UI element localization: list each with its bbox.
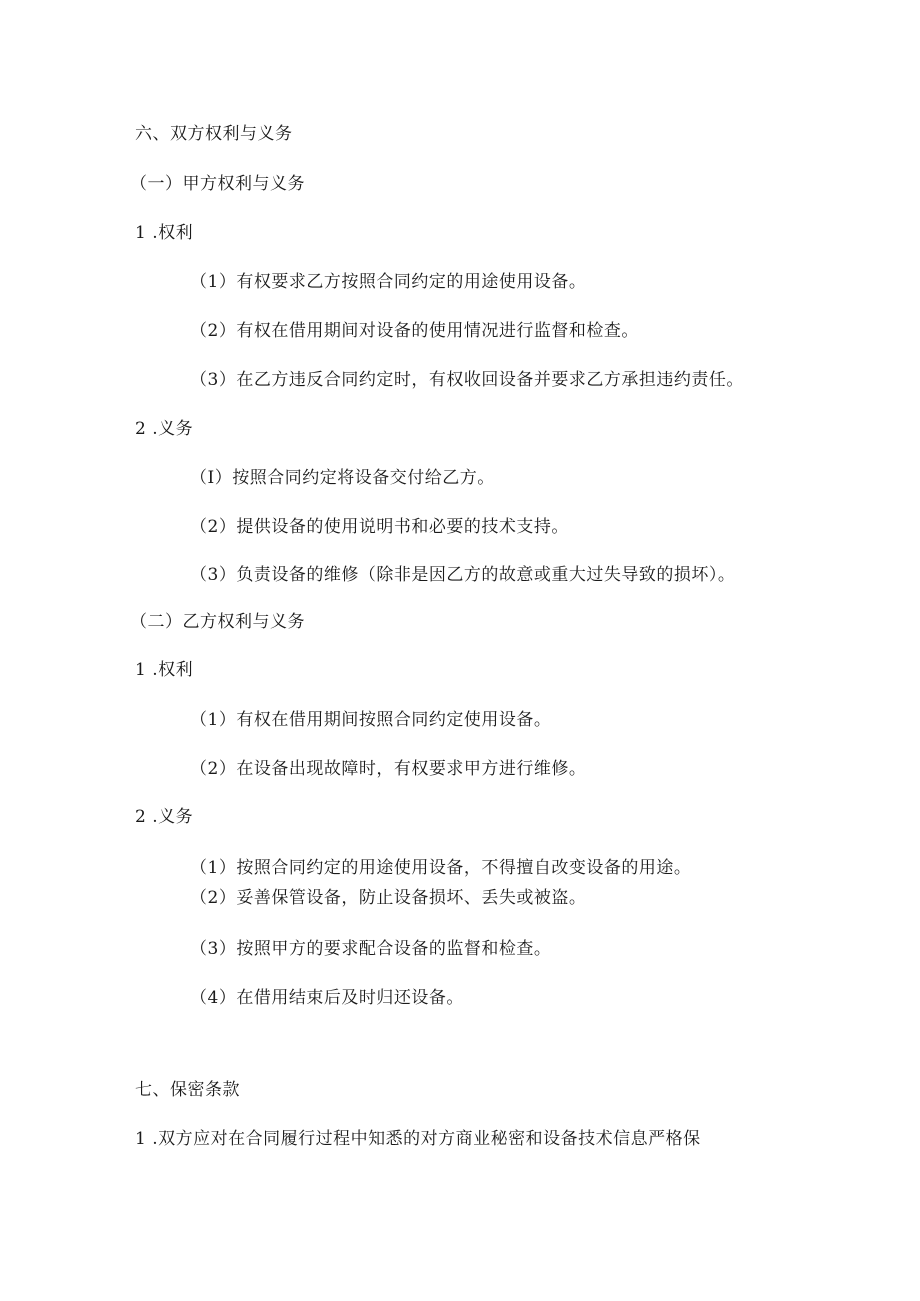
party-a-duties-heading: 2 .义务 [135, 419, 194, 439]
section-6-title: 六、双方权利与义务 [135, 124, 293, 144]
party-a-duty-item: （2）提供设备的使用说明书和必要的技术支持。 [190, 517, 569, 537]
party-a-duty-item: （I）按照合同约定将设备交付给乙方。 [190, 468, 495, 488]
party-b-duty-item: （4）在借用结束后及时归还设备。 [190, 988, 464, 1008]
party-b-duty-item: （2）妥善保管设备，防止设备损坏、丢失或被盗。 [190, 888, 587, 908]
party-b-duties-heading: 2 .义务 [135, 807, 194, 827]
party-b-rights-heading: 1 .权利 [135, 660, 194, 680]
party-a-right-item: （2）有权在借用期间对设备的使用情况进行监督和检查。 [190, 321, 639, 341]
party-a-right-item: （1）有权要求乙方按照合同约定的用途使用设备。 [190, 272, 587, 292]
party-a-right-item: （3）在乙方违反合同约定时，有权收回设备并要求乙方承担违约责任。 [190, 370, 744, 390]
party-a-heading: （一）甲方权利与义务 [130, 174, 305, 194]
party-a-duty-item: （3）负责设备的维修（除非是因乙方的故意或重大过失导致的损坏）。 [190, 565, 736, 585]
party-b-heading: （二）乙方权利与义务 [130, 612, 305, 632]
party-b-right-item: （2）在设备出现故障时，有权要求甲方进行维修。 [190, 759, 587, 779]
party-a-rights-heading: 1 .权利 [135, 223, 194, 243]
confidentiality-item: 1 .双方应对在合同履行过程中知悉的对方商业秘密和设备技术信息严格保 [135, 1129, 701, 1149]
party-b-duty-item: （1）按照合同约定的用途使用设备，不得擅自改变设备的用途。 [190, 858, 692, 878]
section-7-title: 七、保密条款 [135, 1080, 240, 1100]
party-b-duty-item: （3）按照甲方的要求配合设备的监督和检查。 [190, 939, 552, 959]
party-b-right-item: （1）有权在借用期间按照合同约定使用设备。 [190, 710, 552, 730]
